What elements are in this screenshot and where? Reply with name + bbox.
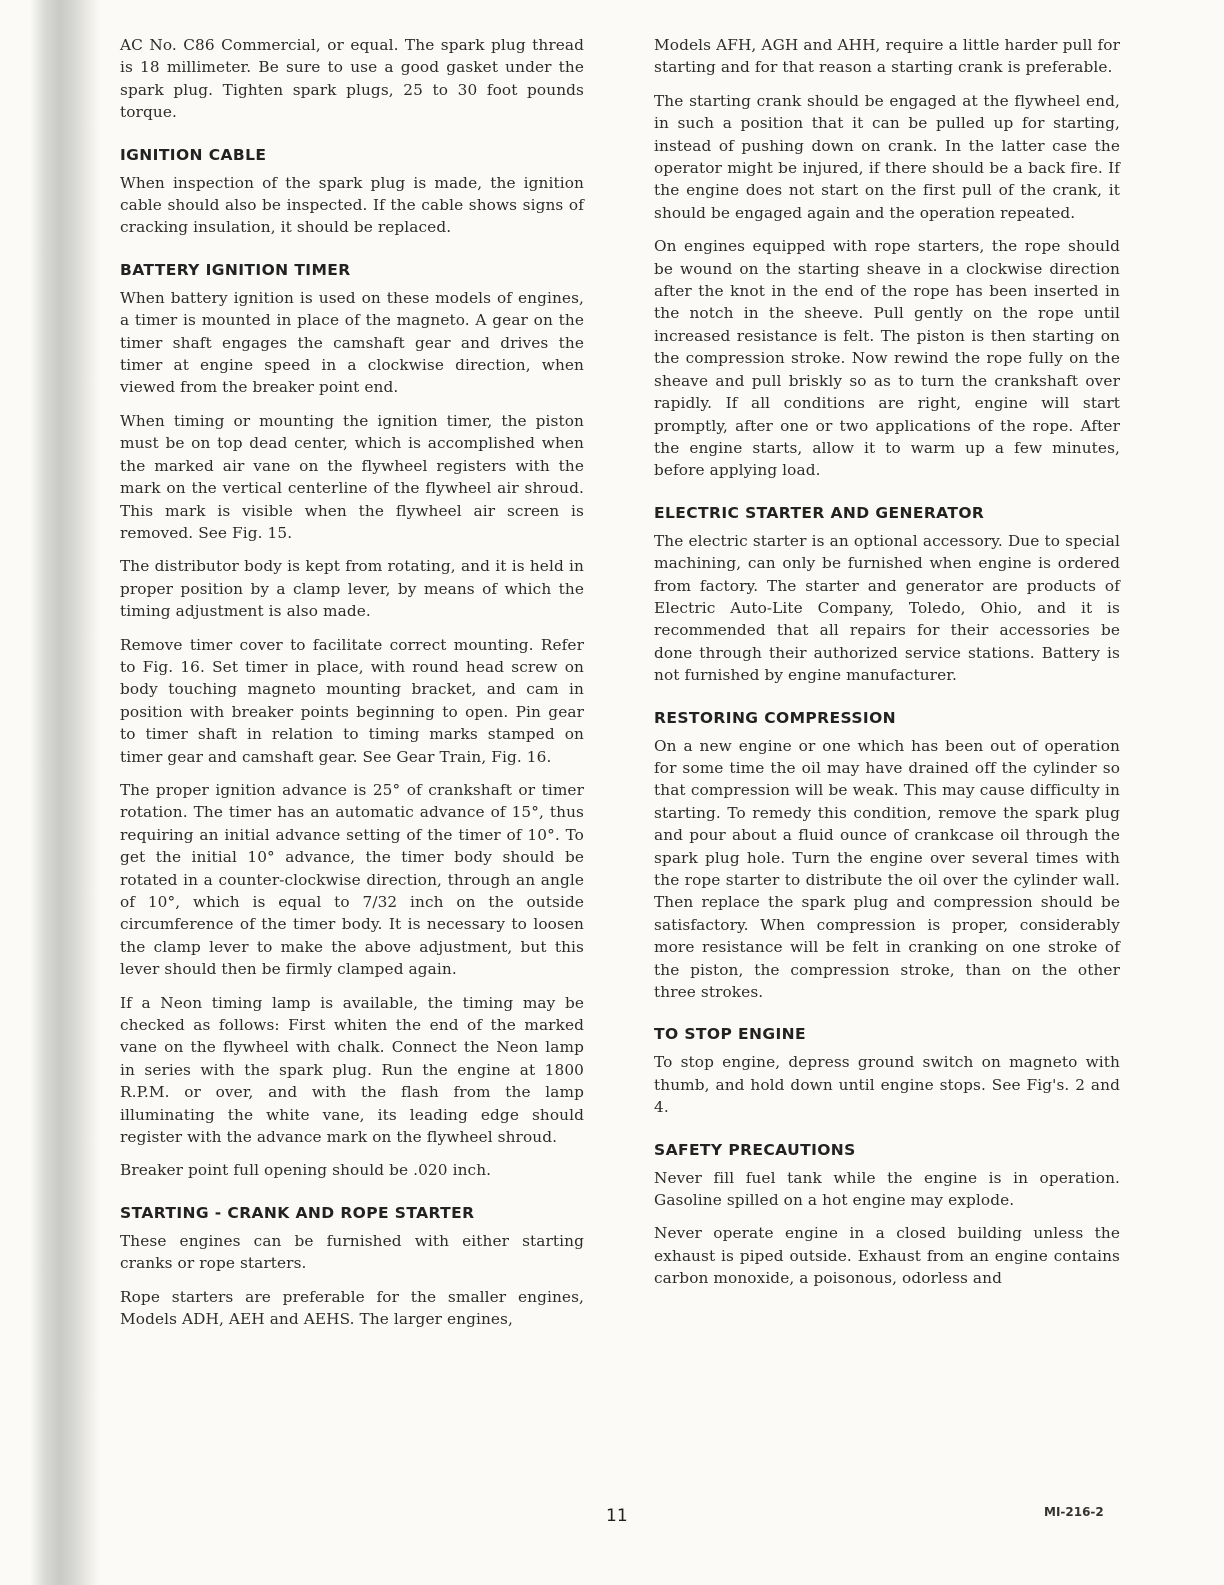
battery-timer-paragraph-4: Remove timer cover to facilitate correct mounting. Refer to Fig. 16. Set timer in place, with round head screw on body touching magneto mounting bracket, and cam in position with breaker points beginning to open. Pin gear to timer shaft in relation to timing marks stamped on timer gear and camshaft gear. See Gear Train, Fig. 16. xyxy=(120,635,584,766)
safety-paragraph-1: Never fill fuel tank while the engine is in operation. Gasoline spilled on a hot engine may explode. xyxy=(654,1168,1120,1210)
ignition-cable-paragraph: When inspection of the spark plug is made, the ignition cable should also be inspected. If the cable shows signs of cracking insulation, it should be replaced. xyxy=(120,173,584,237)
starting-paragraph-2: Rope starters are preferable for the smaller engines, Models ADH, AEH and AEHS. The larger engines, xyxy=(120,1287,584,1329)
compression-paragraph: On a new engine or one which has been out of operation for some time the oil may have drained off the cylinder so that compression will be weak. This may cause difficulty in starting. To remedy this condition, remove the spark plug and pour about a fluid ounce of crankcase oil through the spark plug hole. Turn the engine over several times with the rope starter to distribute the oil over the cylinder wall. Then replace the spark plug and compression should be satisfactory. When compression is proper, considerably more resistance will be felt in cranking on one stroke of the piston, the compression stroke, than on the other three strokes. xyxy=(654,736,1120,1002)
heading-restoring-compression: RESTORING COMPRESSION xyxy=(654,708,897,727)
heading-battery-ignition-timer: BATTERY IGNITION TIMER xyxy=(120,260,351,279)
safety-paragraph-2: Never operate engine in a closed building unless the exhaust is piped outside. Exhaust from an engine contains carbon monoxide, a poisonous, odorless and xyxy=(654,1224,1120,1288)
starting-paragraph-1: These engines can be furnished with either starting cranks or rope starters. xyxy=(120,1231,584,1273)
electric-starter-paragraph: The electric starter is an optional accessory. Due to special machining, can only be furnished when engine is ordered from factory. The starter and generator are products of Electric Auto-Lite Company, Toledo, Ohio, and it is recommended that all repairs for their accessories be done through their authorized service stations. Battery is not furnished by engine manufacturer. xyxy=(654,531,1120,685)
heading-starting-crank-rope: STARTING - CRANK AND ROPE STARTER xyxy=(120,1203,475,1222)
heading-to-stop-engine: TO STOP ENGINE xyxy=(654,1025,807,1044)
left-column xyxy=(120,34,584,1342)
continued-paragraph-3: On engines equipped with rope starters, the rope should be wound on the starting sheave in a clockwise direction after the knot in the end of the rope has been inserted in the notch in the sheeve. Pull gently on the rope until increased resistance is felt. The piston is then starting on the compression stroke. Now rewind the rope fully on the sheave and pull briskly so as to turn the crankshaft over rapidly. If all conditions are right, engine will start promptly, after one or two applications of the rope. After the engine starts, allow it to warm up a few minutes, before applying load. xyxy=(654,237,1120,480)
heading-ignition-cable: IGNITION CABLE xyxy=(120,145,267,164)
battery-timer-paragraph-3: The distributor body is kept from rotating, and it is held in proper position by a clamp lever, by means of which the timing adjustment is also made. xyxy=(120,557,584,621)
continued-paragraph-1: Models AFH, AGH and AHH, require a little harder pull for starting and for that reason a starting crank is preferable. xyxy=(654,36,1120,77)
page-number: 11 xyxy=(606,1506,628,1526)
right-column xyxy=(654,34,1120,1301)
battery-timer-paragraph-5: The proper ignition advance is 25° of crankshaft or timer rotation. The timer has an automatic advance of 15°, thus requiring an initial advance setting of the timer of 10°. To get the initial 10° advance, the timer body should be rotated in a counter-clockwise direction, through an angle of 10°, which is equal to 7/32 inch on the outside circumference of the timer body. It is necessary to loosen the clamp lever to make the above adjustment, but this lever should then be firmly clamped again. xyxy=(120,780,584,979)
scan-binding-shadow xyxy=(0,0,100,1585)
battery-timer-paragraph-7: Breaker point full opening should be .020 inch. xyxy=(120,1161,492,1180)
continued-paragraph-2: The starting crank should be engaged at the flywheel end, in such a position that it can be pulled up for starting, instead of pushing down on crank. In the latter case the operator might be injured, if there should be a back fire. If the engine does not start on the first pull of the crank, it should be engaged again and the operation repeated. xyxy=(654,91,1120,222)
intro-paragraph: AC No. C86 Commercial, or equal. The spark plug thread is 18 millimeter. Be sure to use a good gasket under the spark plug. Tighten spark plugs, 25 to 30 foot pounds torque. xyxy=(120,36,584,122)
document-code: MI-216-2 xyxy=(1044,1505,1104,1519)
battery-timer-paragraph-2: When timing or mounting the ignition timer, the piston must be on top dead center, which is accomplished when the marked air vane on the flywheel registers with the mark on the vertical centerline of the flywheel air shroud. This mark is visible when the flywheel air screen is removed. See Fig. 15. xyxy=(120,411,584,542)
battery-timer-paragraph-1: When battery ignition is used on these models of engines, a timer is mounted in place of the magneto. A gear on the timer shaft engages the camshaft gear and drives the timer at engine speed in a clockwise direction, when viewed from the breaker point end. xyxy=(120,288,584,397)
battery-timer-paragraph-6: If a Neon timing lamp is available, the timing may be checked as follows: First whiten the end of the marked vane on the flywheel with chalk. Connect the Neon lamp in series with the spark plug. Run the engine at 1800 R.P.M. or over, and with the flash from the lamp illuminating the white vane, its leading edge should register with the advance mark on the flywheel shroud. xyxy=(120,993,584,1147)
stop-engine-paragraph: To stop engine, depress ground switch on magneto with thumb, and hold down until engine stops. See Fig's. 2 and 4. xyxy=(654,1053,1120,1117)
heading-electric-starter: ELECTRIC STARTER AND GENERATOR xyxy=(654,503,985,522)
heading-safety-precautions: SAFETY PRECAUTIONS xyxy=(654,1140,856,1159)
